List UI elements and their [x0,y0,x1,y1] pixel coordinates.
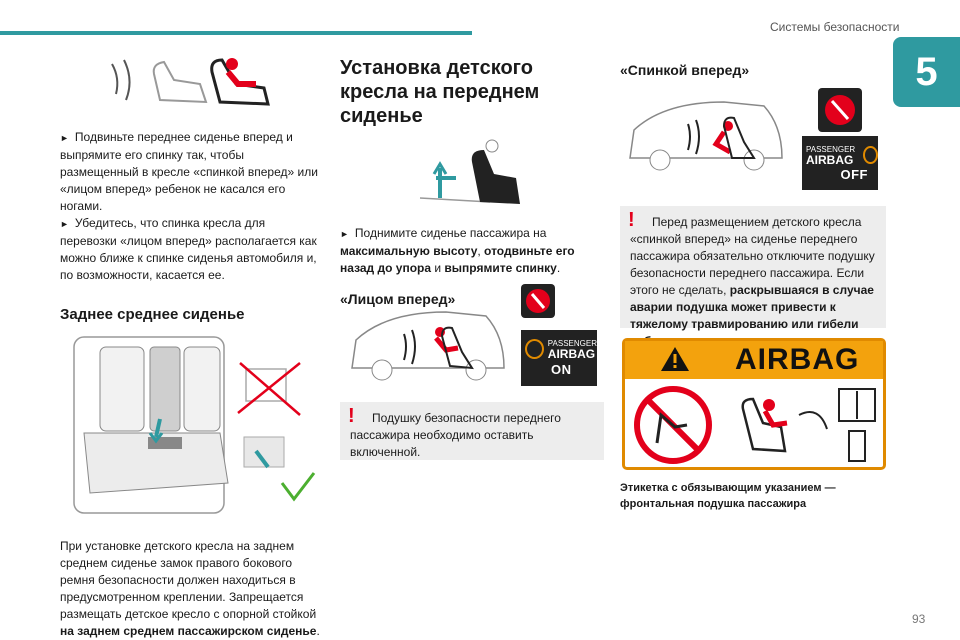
airbag-status-on: ON [551,362,572,377]
sticker-caption: Этикетка с обязывающим указанием — фронтальная подушка пассажира [620,482,836,510]
instruction-front-seat: ► Подвиньте переднее сиденье вперед и выпрямите его спинку так, чтобы размещенный в кресле «спинкой вперед» или «лицом вперед» ребенок не касался его ногами. [60,129,322,215]
section-title: Системы безопасности [770,20,900,34]
warning-triangle-icon [659,345,691,373]
column-middle [340,50,604,307]
subheading-forward-facing: «Лицом вперед» [340,291,456,307]
passenger-airbag-off-label [802,136,878,190]
warning-icon: ! [348,405,355,427]
rear-seat-illustration [60,333,322,519]
heading-rear-middle-seat: Заднее среднее сиденье [60,306,245,323]
child-seat-on-icon [525,339,544,359]
car-forward-facing-illustration [346,306,510,384]
instruction-front-seat-raise: ► Поднимите сиденье пассажира на максимальную высоту, отодвиньте его назад до упора и выпрямите спинку. [340,225,604,277]
seat-adjust-illustration [60,50,322,110]
warning-note-forward-text: Подушку безопасности переднего пассажира необходимо оставить включенной. [350,411,561,459]
heading-front-seat-install: Установка детского кресла на переднем сиденье [340,57,540,127]
airbag-warning-sticker [622,338,886,470]
child-seat-forward-icon [521,284,555,318]
warning-note-rear-text: Перед размещением детского кресла «спинкой вперед» на сиденье переднего пассажира обязательно отключите подушку безопасности переднего пассажира. Если этого не сделать, раскрывшаяся в случае аварии подушка может привести к тяжелому травмированию или гибели [630,215,875,331]
warning-icon: ! [628,209,635,231]
subheading-rear-facing: «Спинкой вперед» [620,62,750,78]
warning-note-rear [620,206,886,331]
passenger-airbag-on-label [521,330,597,386]
column-left [60,50,322,640]
car-rear-facing-illustration [624,96,788,174]
warning-note-forward [340,402,604,460]
chapter-tab: 5 [893,37,960,107]
child-seat-off-icon [863,146,878,164]
label-airbag-text: AIRBAG [547,347,596,361]
label-passenger-text: PASSENGER [547,339,597,348]
front-seat-raise-illustration [340,138,604,210]
page-number: 93 [912,612,926,626]
label-passenger-text: PASSENGER [806,145,856,154]
label-airbag-text: AIRBAG [806,153,854,167]
airbag-sticker-pictograms [631,385,881,467]
airbag-sticker-word: AIRBAG [735,343,860,376]
rear-middle-seat-text: При установке детского кресла на заднем среднем сиденье замок правого бокового ремня безопасности должен находиться в предусмотренном креплении. Запрещается размещать детское кресло с опорной стойкой на заднем среднем пассажирском сиденье. [60,539,320,638]
child-seat-rear-icon [818,88,862,132]
instruction-seat-back: ► Убедитесь, что спинка кресла для перевозки «лицом вперед» располагается как можно ближе к спинке сиденья автомобиля и, по возможности, касается ее. [60,215,322,284]
airbag-status-off: OFF [840,167,868,182]
header-accent-bar [0,31,472,35]
